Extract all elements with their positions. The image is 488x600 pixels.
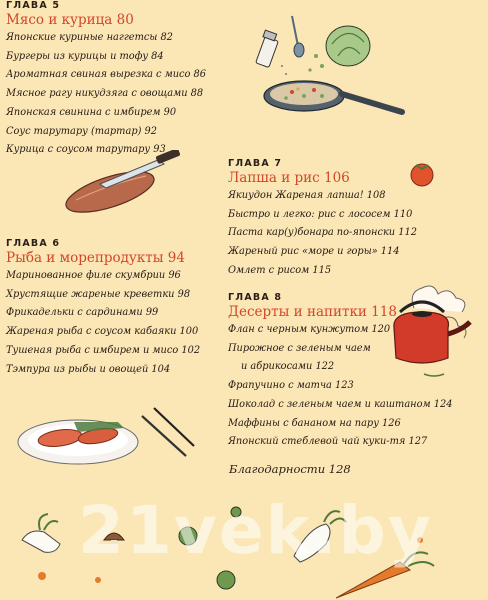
toc-entry: Пирожное с зеленым чаем: [228, 342, 371, 354]
acknowledgments: Благодарности 128: [229, 462, 351, 476]
knife-icon: [154, 408, 194, 446]
entry-list: [6, 267, 246, 379]
chapter-7: [228, 158, 478, 281]
chapter-title: Мясо и курица 80: [6, 12, 134, 28]
chapter-label: ГЛАВА 5: [6, 0, 61, 11]
entry-list: [228, 187, 478, 281]
chapter-label: ГЛАВА 6: [6, 238, 61, 249]
toc-entry: Фрапучино с матча 123: [228, 380, 354, 392]
toc-entry: Японская свинина с имбирем 90: [6, 106, 177, 118]
toc-entry: Маффины с бананом на пару 126: [228, 417, 401, 429]
cabbage-icon: [326, 26, 370, 66]
toc-entry: Омлет с рисом 115: [228, 264, 332, 276]
toc-entry: Японские куриные наггетсы 82: [6, 32, 173, 43]
toc-entry: Фрикадельки с сардинами 99: [6, 307, 159, 319]
toc-entry: Мясное рагу никудзяга с овощами 88: [6, 88, 204, 100]
entry-list: [6, 29, 246, 160]
chapter-6: [6, 238, 246, 379]
frying-pan-illustration: [252, 4, 486, 128]
toc-entry: Ароматная свиная вырезка с мисо 86: [6, 69, 207, 81]
toc-entry: Маринованное филе скумбрии 96: [6, 270, 181, 281]
chapter-label: ГЛАВА 7: [228, 158, 283, 169]
watermark: 21vek.by: [78, 492, 433, 569]
chapter-title: Десерты и напитки 118: [228, 304, 397, 320]
toc-entry: Курица с соусом тарутару 93: [6, 144, 166, 156]
fish-plate-illustration: [14, 392, 204, 472]
meat-knife-illustration: [60, 150, 184, 220]
tomato-icon: [411, 164, 433, 186]
toc-entry: Хрустящие жареные креветки 98: [6, 288, 191, 300]
daikon-icon: [22, 514, 60, 552]
kettle-illustration: [378, 278, 486, 384]
toc-entry: Шоколад с зеленым чаем и каштаном 124: [228, 398, 453, 410]
chapter-5: [6, 0, 246, 160]
toc-entry: Жареная рыба с соусом кабаяки 100: [6, 326, 199, 338]
chapter-title: Лапша и рис 106: [228, 170, 350, 186]
pan-icon: [264, 81, 402, 112]
chapter-label: ГЛАВА 8: [228, 292, 283, 303]
toc-entry: Бургеры из курицы и тофу 84: [6, 50, 164, 62]
tomato-illustration: [405, 157, 439, 189]
toc-entry: и абрикосами 122: [241, 361, 335, 373]
toc-entry: Японский стеблевой чай куки-тя 127: [228, 436, 428, 448]
toc-entry: Флан с черным кунжутом 120: [228, 324, 391, 335]
chapter-title: Рыба и морепродукты 94: [6, 250, 185, 266]
toc-entry: Якиудон Жареная лапша! 108: [228, 190, 386, 201]
toc-entry: Жареный рис «море и горы» 114: [228, 246, 400, 258]
toc-entry: Соус тарутару (тартар) 92: [6, 125, 157, 137]
toc-entry: Быстро и легко: рис с лососем 110: [228, 208, 413, 220]
toc-entry: Паста кар(у)бонара по-японски 112: [228, 227, 417, 239]
toc-entry: Тэмпура из рыбы и овощей 104: [6, 363, 171, 375]
salt-shaker-icon: [256, 30, 279, 67]
toc-entry: Тушеная рыба с имбирем и мисо 102: [6, 344, 201, 356]
fork-icon: [142, 416, 186, 456]
spoon-icon: [292, 16, 304, 57]
